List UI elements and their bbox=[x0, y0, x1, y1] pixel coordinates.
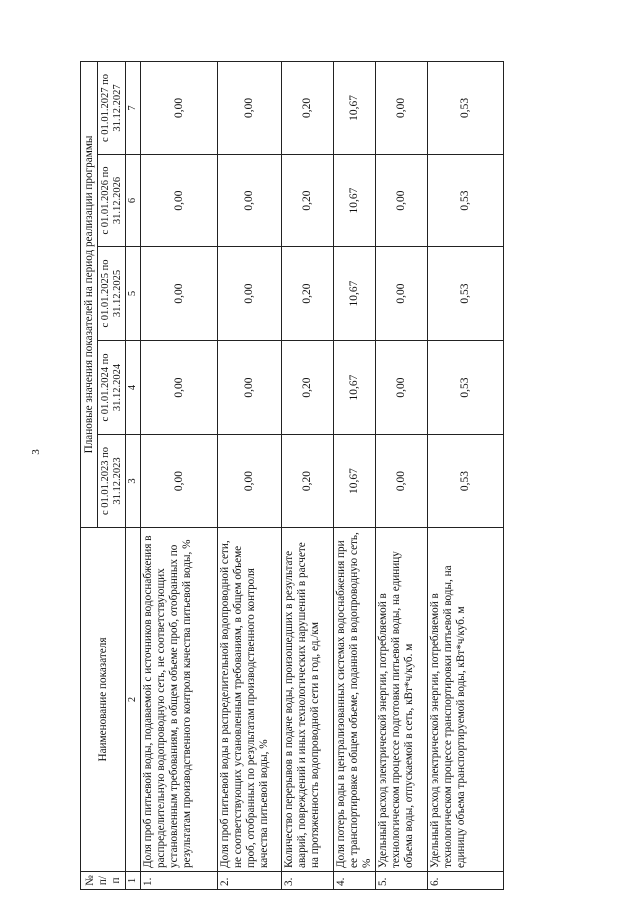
row-value: 0,00 bbox=[218, 435, 282, 528]
header-period: с 01.01.2024 по 31.12.2024 bbox=[98, 341, 126, 435]
col-number: 4 bbox=[126, 341, 141, 435]
row-value: 0,20 bbox=[282, 247, 334, 341]
row-value: 10,67 bbox=[334, 435, 376, 528]
row-value: 0,00 bbox=[141, 341, 218, 435]
row-value: 0,20 bbox=[282, 435, 334, 528]
table-row bbox=[282, 61, 334, 889]
row-value: 0,53 bbox=[428, 341, 504, 435]
page-number: 3 bbox=[30, 449, 42, 455]
indicators-table bbox=[80, 61, 504, 890]
col-number: 6 bbox=[126, 155, 141, 247]
row-value: 0,00 bbox=[218, 61, 282, 154]
row-num: 1. bbox=[141, 872, 218, 890]
header-period: с 01.01.2025 по 31.12.2025 bbox=[98, 247, 126, 341]
header-group: Плановые значения показателей на период реализации программы bbox=[81, 61, 98, 527]
header-period: с 01.01.2027 по 31.12.2027 bbox=[98, 61, 126, 154]
row-value: 0,53 bbox=[428, 247, 504, 341]
row-value: 0,00 bbox=[376, 341, 428, 435]
row-value: 0,53 bbox=[428, 155, 504, 247]
row-value: 0,00 bbox=[218, 341, 282, 435]
table-row bbox=[334, 61, 376, 889]
row-value: 0,00 bbox=[218, 155, 282, 247]
col-number: 1 bbox=[126, 872, 141, 890]
rotated-table-container bbox=[80, 62, 499, 890]
column-numbers-row bbox=[126, 61, 141, 889]
col-number: 7 bbox=[126, 61, 141, 154]
row-num: 5. bbox=[376, 872, 428, 890]
table-row bbox=[141, 61, 218, 889]
table-row bbox=[218, 61, 282, 889]
row-name: Доля проб питьевой воды, подаваемой с источников водоснабжения в распределительную водопроводную сеть, не соответствующих установленным требованиям, в общем объеме проб, отобранных по результатам производственного контроля качества питьевой воды, % bbox=[141, 528, 218, 872]
row-num: 4. bbox=[334, 872, 376, 890]
header-name: Наименование показателя bbox=[81, 528, 126, 872]
header-period: с 01.01.2023 по 31.12.2023 bbox=[98, 435, 126, 528]
row-value: 0,00 bbox=[141, 61, 218, 154]
row-value: 10,67 bbox=[334, 61, 376, 154]
row-name: Удельный расход электрической энергии, потребляемой в технологическом процессе транспортировки питьевой воды, на единицу объема транспортируемой воды, кВт*ч/куб. м bbox=[428, 528, 504, 872]
row-value: 0,00 bbox=[141, 247, 218, 341]
row-value: 0,00 bbox=[376, 247, 428, 341]
header-num: № п/п bbox=[81, 872, 126, 890]
row-value: 10,67 bbox=[334, 247, 376, 341]
header-period: с 01.01.2026 по 31.12.2026 bbox=[98, 155, 126, 247]
row-value: 0,20 bbox=[282, 61, 334, 154]
row-value: 0,53 bbox=[428, 435, 504, 528]
row-value: 0,00 bbox=[376, 61, 428, 154]
col-number: 5 bbox=[126, 247, 141, 341]
row-value: 0,53 bbox=[428, 61, 504, 154]
row-name: Доля потерь воды в централизованных системах водоснабжения при ее транспортировке в общем объеме, поданной в водопроводную сеть, % bbox=[334, 528, 376, 872]
row-value: 0,00 bbox=[141, 435, 218, 528]
row-value: 0,20 bbox=[282, 155, 334, 247]
row-value: 0,00 bbox=[218, 247, 282, 341]
table-row bbox=[376, 61, 428, 889]
row-num: 3. bbox=[282, 872, 334, 890]
col-number: 3 bbox=[126, 435, 141, 528]
row-value: 0,20 bbox=[282, 341, 334, 435]
row-value: 10,67 bbox=[334, 155, 376, 247]
table-row bbox=[428, 61, 504, 889]
row-value: 0,00 bbox=[376, 155, 428, 247]
row-num: 2. bbox=[218, 872, 282, 890]
col-number: 2 bbox=[126, 528, 141, 872]
row-name: Количество перерывов в подаче воды, произошедших в результате аварий, повреждений и иных технологических нарушений в расчете на протяженность водопроводной сети в год, ед./км bbox=[282, 528, 334, 872]
row-value: 0,00 bbox=[141, 155, 218, 247]
row-value: 0,00 bbox=[376, 435, 428, 528]
row-name: Доля проб питьевой воды в распределительной водопроводной сети, не соответствующих установленным требованиям, в общем объеме проб, отобранных по результатам производственного контроля качества питьевой воды, % bbox=[218, 528, 282, 872]
row-num: 6. bbox=[428, 872, 504, 890]
row-name: Удельный расход электрической энергии, потребляемой в технологическом процессе подготовки питьевой воды, на единицу объема воды, отпускаемой в сеть, кВт*ч/куб. м bbox=[376, 528, 428, 872]
row-value: 10,67 bbox=[334, 341, 376, 435]
